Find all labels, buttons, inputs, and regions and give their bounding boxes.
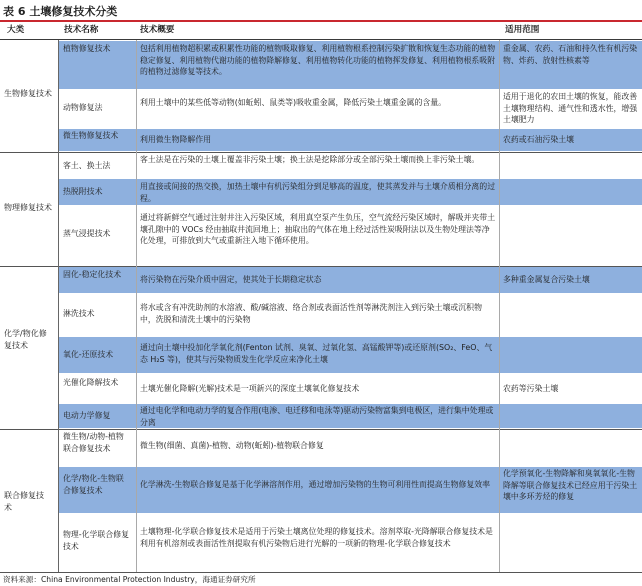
tech-desc: 通过电化学和电动力学的复合作用(电渗、电迁移和电泳等)驱动污染物富集到电极区，进行集中处理或分离 (140, 406, 494, 427)
tech-name: 动物修复法 (63, 103, 103, 112)
group-category: 物理修复技术 (4, 203, 52, 212)
tech-name: 氧化-还原技术 (63, 350, 114, 359)
group-category: 生物修复技术 (4, 89, 52, 98)
tech-desc: 通过将新鲜空气通过注射井注入污染区域，利用真空泵产生负压，空气流经污染区域时，解吸并夹带土壤孔隙中的 VOCs 经由抽取井流回地上；抽取出的气体在地上经过活性炭吸附法以及生物处理法等净化处理，可排放到大气或重新注入地下循环使用。 (140, 213, 496, 245)
tech-desc: 客土法是在污染的土壤上覆盖非污染土壤；换土法是挖除部分或全部污染土壤而换上非污染土壤。 (140, 155, 480, 164)
table-row (59, 179, 642, 205)
tech-name: 植物修复技术 (63, 44, 111, 53)
tech-name: 客土、换土法 (63, 161, 111, 170)
tech-desc: 利用土壤中的某些低等动物(如蚯蚓、鼠类等)吸收重金属，降低污染土壤重金属的含量。 (140, 98, 447, 107)
table-row (59, 206, 642, 265)
bottom-rule (0, 572, 642, 573)
tech-name: 固化-稳定化技术 (63, 270, 122, 279)
table-row (59, 41, 642, 89)
tech-name: 热脱附技术 (63, 187, 103, 196)
table-row (59, 153, 642, 178)
tech-scope: 农药或石油污染土壤 (503, 135, 575, 144)
tech-desc: 土壤光催化降解(光解)技术是一项新兴的深度土壤氧化修复技术 (140, 384, 360, 393)
tech-name: 微生物/动物-植物联合修复技术 (63, 432, 124, 453)
group-category: 化学/物化修复技术 (4, 329, 47, 350)
tech-name: 淋洗技术 (63, 309, 95, 318)
column-divider (499, 40, 500, 572)
tech-desc: 土壤物理-化学联合修复技术是适用于污染土壤离位处理的修复技术。溶剂萃取-光降解联合修复技术是利用有机溶剂或表面活性剂提取有机污染物后进行光解的一项新的物理-化学联合修复技术 (140, 527, 493, 548)
tech-name: 光催化降解技术 (63, 378, 119, 387)
source-note: 资料来源：China Environmental Protection Industry，海通证券研究所 (3, 575, 256, 584)
tech-scope: 化学预氧化-生物降解和臭氧氧化-生物降解等联合修复技术已经应用于污染土壤中多环芳烃的修复 (503, 469, 638, 501)
table-title: 表 6 土壤修复技术分类 (3, 5, 118, 18)
tech-desc: 包括利用植物超积累或积累性功能的植物吸取修复、利用植物根系控制污染扩散和恢复生态功能的植物稳定修复、利用植物代谢功能的植物降解修复、利用植物转化功能的植物挥发修复、利用植物根系吸附的植物过滤修复等技术。 (140, 44, 496, 76)
table-row (59, 404, 642, 428)
table-row (59, 337, 642, 373)
header-category: 大类 (7, 25, 25, 35)
tech-name: 物理-化学联合修复技术 (63, 530, 129, 551)
tech-name: 微生物修复技术 (63, 131, 119, 140)
table-row (59, 129, 642, 151)
header-rule (0, 39, 642, 40)
tech-desc: 通过向土壤中投加化学氧化剂(Fenton 试剂、臭氧、过氧化氢、高锰酸钾等)或还原剂(SO₂、FeO、气态 H₂S 等)，使其与污染物质发生化学反应来净化土壤 (140, 343, 493, 364)
tech-name: 电动力学修复 (63, 411, 111, 420)
header-scope: 适用范围 (505, 25, 540, 35)
header-desc: 技术概要 (140, 25, 175, 35)
group-category: 联合修复技术 (4, 491, 44, 512)
column-divider (58, 40, 59, 572)
title-rule (0, 20, 642, 22)
table-row (59, 514, 642, 571)
tech-desc: 将水或含有冲洗助剂的水溶液、酸/碱溶液、络合剂或表面活性剂等淋洗剂注入到污染土壤或沉积物中，洗脱和清洗土壤中的污染物 (140, 303, 482, 324)
tech-desc: 利用微生物降解作用 (140, 135, 212, 144)
tech-desc: 将污染物在污染介质中固定，使其处于长期稳定状态 (140, 275, 322, 284)
tech-name: 化学/物化-生物联合修复技术 (63, 474, 124, 495)
tech-scope: 重金属、农药、石油和持久性有机污染物、炸药、放射性核素等 (503, 44, 638, 65)
tech-scope: 适用于退化的农田土壤的恢复，能改善土壤物理结构、通气性和透水性，增强土壤肥力 (503, 92, 638, 124)
tech-scope: 农药等污染土壤 (503, 384, 559, 393)
table-row (59, 90, 642, 128)
table-row (59, 267, 642, 293)
header-name: 技术名称 (64, 25, 99, 35)
table-row (59, 467, 642, 513)
tech-desc: 用直接或间接的热交换，加热土壤中有机污染组分到足够高的温度，使其蒸发并与土壤介质相分离的过程。 (140, 182, 496, 203)
table-row (59, 294, 642, 336)
tech-name: 蒸气浸提技术 (63, 229, 111, 238)
table-row (59, 374, 642, 403)
table-row (59, 430, 642, 466)
column-divider (136, 40, 137, 572)
tech-desc: 微生物(细菌、真菌)-植物、动物(蚯蚓)-植物联合修复 (140, 441, 324, 450)
tech-desc: 化学淋洗-生物联合修复是基于化学淋溶剂作用，通过增加污染物的生物可利用性而提高生物修复效率 (140, 480, 491, 489)
tech-scope: 多种重金属复合污染土壤 (503, 275, 590, 284)
